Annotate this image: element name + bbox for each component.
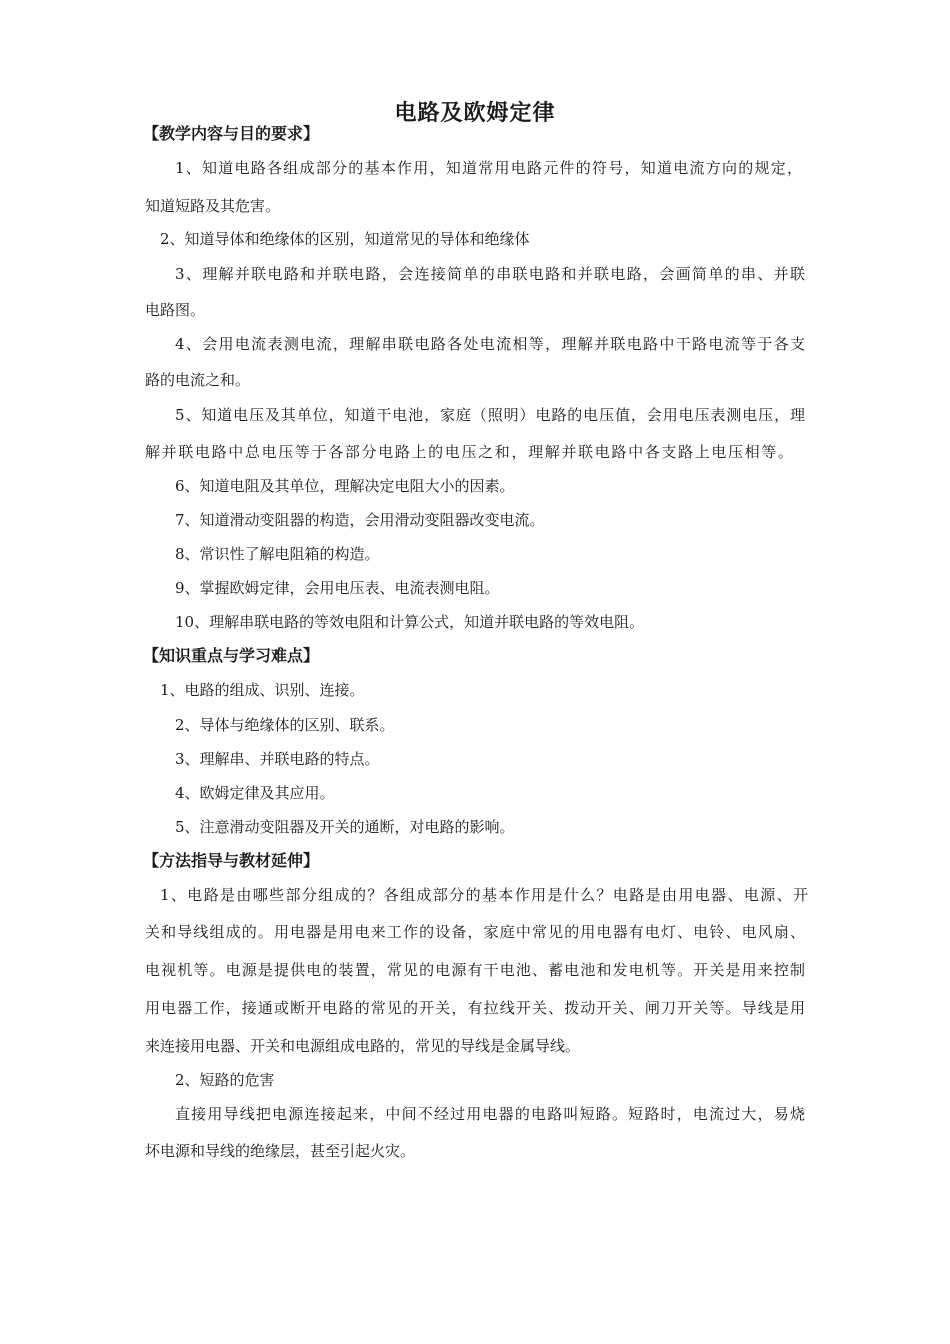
paragraph-line: 3、理解并联电路和并联电路，会连接简单的串联电路和并联电路，会画简单的串、并联 [175, 265, 805, 283]
list-item: 3、理解串、并联电路的特点。 [175, 750, 380, 768]
paragraph-line: 用电器工作，接通或断开电路的常见的开关，有拉线开关、拨动开关、闸刀开关等。导线是用 [145, 999, 805, 1017]
paragraph-line: 7、知道滑动变阻器的构造，会用滑动变阻器改变电流。 [175, 511, 545, 529]
paragraph-line: 知道短路及其危害。 [145, 197, 281, 215]
paragraph-line: 直接用导线把电源连接起来，中间不经过用电器的电路叫短路。短路时，电流过大，易烧 [175, 1105, 805, 1123]
paragraph-line: 4、会用电流表测电流，理解串联电路各处电流相等，理解并联电路中干路电流等于各支 [175, 335, 805, 353]
section-heading-objectives: 【教学内容与目的要求】 [143, 124, 320, 143]
list-item: 4、欧姆定律及其应用。 [175, 784, 335, 802]
paragraph-line: 坏电源和导线的绝缘层，甚至引起火灾。 [145, 1142, 416, 1160]
paragraph-line: 9、掌握欧姆定律，会用电压表、电流表测电阻。 [175, 579, 500, 597]
paragraph-line: 电视机等。电源是提供电的装置，常见的电源有干电池、蓄电池和发电机等。开关是用来控制 [145, 961, 805, 979]
paragraph-line: 1、电路是由哪些部分组成的？各组成部分的基本作用是什么？电路是由用电器、电源、开 [160, 886, 808, 904]
list-item: 1、电路的组成、识别、连接。 [160, 681, 365, 699]
list-item: 5、注意滑动变阻器及开关的通断，对电路的影响。 [175, 818, 515, 836]
paragraph-line: 5、知道电压及其单位，知道干电池，家庭（照明）电路的电压值，会用电压表测电压，理 [175, 406, 805, 424]
paragraph-line: 电路图。 [145, 301, 206, 319]
paragraph-line: 路的电流之和。 [145, 371, 251, 389]
page-title: 电路及欧姆定律 [394, 100, 556, 126]
paragraph-line: 来连接用电器、开关和电源组成电路的，常见的导线是金属导线。 [145, 1037, 581, 1055]
paragraph-line: 解并联电路中总电压等于各部分电路上的电压之和，理解并联电路中各支路上电压相等。 [145, 443, 793, 461]
paragraph-line: 2、知道导体和绝缘体的区别，知道常见的导体和绝缘体 [160, 230, 530, 248]
paragraph-line: 关和导线组成的。用电器是用电来工作的设备，家庭中常见的用电器有电灯、电铃、电风扇、 [145, 923, 805, 941]
list-item: 2、导体与绝缘体的区别、联系。 [175, 716, 395, 734]
paragraph-line: 8、常识性了解电阻箱的构造。 [175, 545, 380, 563]
subheading: 2、短路的危害 [175, 1071, 275, 1089]
section-heading-method-guidance: 【方法指导与教材延伸】 [143, 851, 320, 870]
paragraph-line: 6、知道电阻及其单位，理解决定电阻大小的因素。 [175, 477, 515, 495]
paragraph-line: 10、理解串联电路的等效电阻和计算公式，知道并联电路的等效电阻。 [175, 613, 645, 631]
section-heading-key-points: 【知识重点与学习难点】 [143, 646, 320, 665]
paragraph-line: 1、知道电路各组成部分的基本作用，知道常用电路元件的符号，知道电流方向的规定， [175, 159, 802, 177]
